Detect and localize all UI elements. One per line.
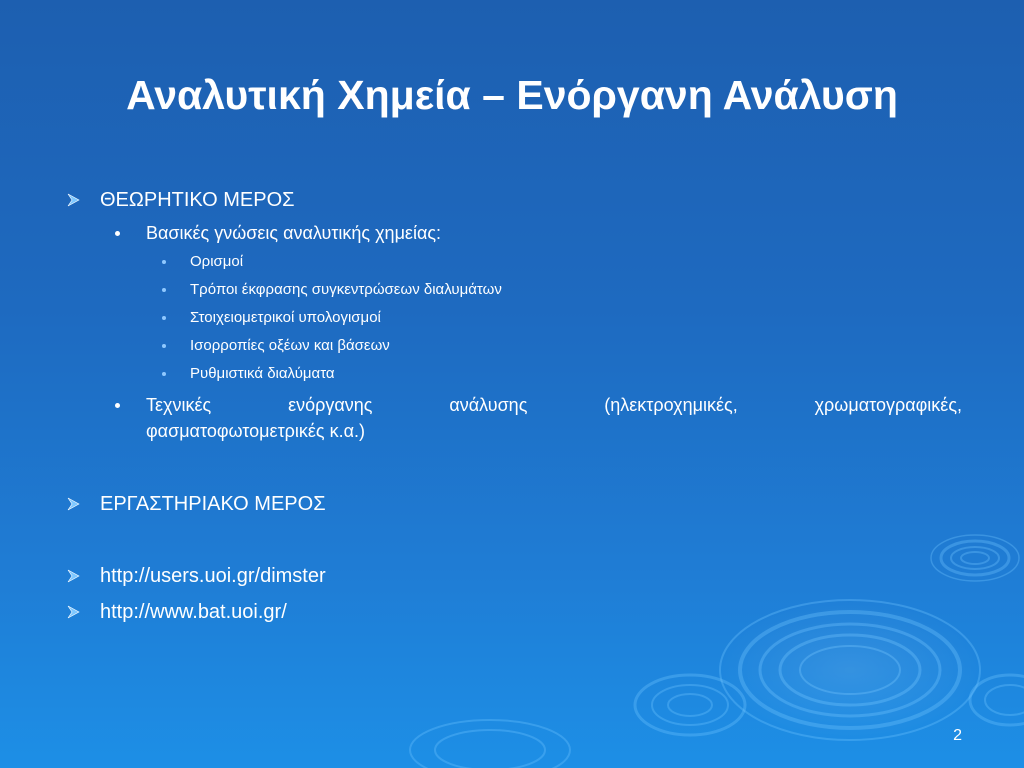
lab-label: ΕΡΓΑΣΤΗΡΙΑΚΟ ΜΕΡΟΣ bbox=[100, 493, 326, 515]
small-dot-bullet-icon bbox=[162, 372, 166, 376]
bullet-techniques bbox=[146, 392, 962, 444]
bullet-basics bbox=[146, 220, 962, 246]
basics-label: Βασικές γνώσεις αναλυτικής χημείας: bbox=[146, 223, 442, 243]
slide-title: Αναλυτική Χημεία – Ενόργανη Ανάλυση bbox=[126, 72, 898, 118]
small-dot-bullet-icon bbox=[162, 260, 166, 264]
list-item: Ορισμοί bbox=[190, 248, 966, 276]
techniques-line-1: Τεχνικές ενόργανης ανάλυσης (ηλεκτροχημικές, χρωματογραφικές, bbox=[146, 395, 962, 415]
link-item[interactable] bbox=[66, 562, 966, 590]
dot-bullet-icon bbox=[115, 231, 120, 236]
bullet-lab bbox=[66, 490, 966, 518]
page-number: 2 bbox=[953, 727, 962, 744]
techniques-line-2: φασματοφωτομετρικές κ.α.) bbox=[146, 421, 366, 441]
link-users-uoi[interactable]: http://users.uoi.gr/dimster bbox=[100, 565, 326, 587]
small-dot-bullet-icon bbox=[162, 316, 166, 320]
dot-bullet-icon bbox=[115, 403, 120, 408]
list-item: Ρυθμιστικά διαλύματα bbox=[190, 360, 966, 388]
bullet-theory bbox=[66, 186, 966, 214]
small-dot-bullet-icon bbox=[162, 344, 166, 348]
theory-label: ΘΕΩΡΗΤΙΚΟ ΜΕΡΟΣ bbox=[100, 189, 295, 211]
slide-content bbox=[66, 186, 966, 626]
list-item: Τρόποι έκφρασης συγκεντρώσεων διαλυμάτων bbox=[190, 276, 966, 304]
link-bat-uoi[interactable]: http://www.bat.uoi.gr/ bbox=[100, 601, 287, 623]
link-item[interactable] bbox=[66, 598, 966, 626]
small-dot-bullet-icon bbox=[162, 288, 166, 292]
list-item: Ισορροπίες οξέων και βάσεων bbox=[190, 332, 966, 360]
list-item: Στοιχειομετρικοί υπολογισμοί bbox=[190, 304, 966, 332]
